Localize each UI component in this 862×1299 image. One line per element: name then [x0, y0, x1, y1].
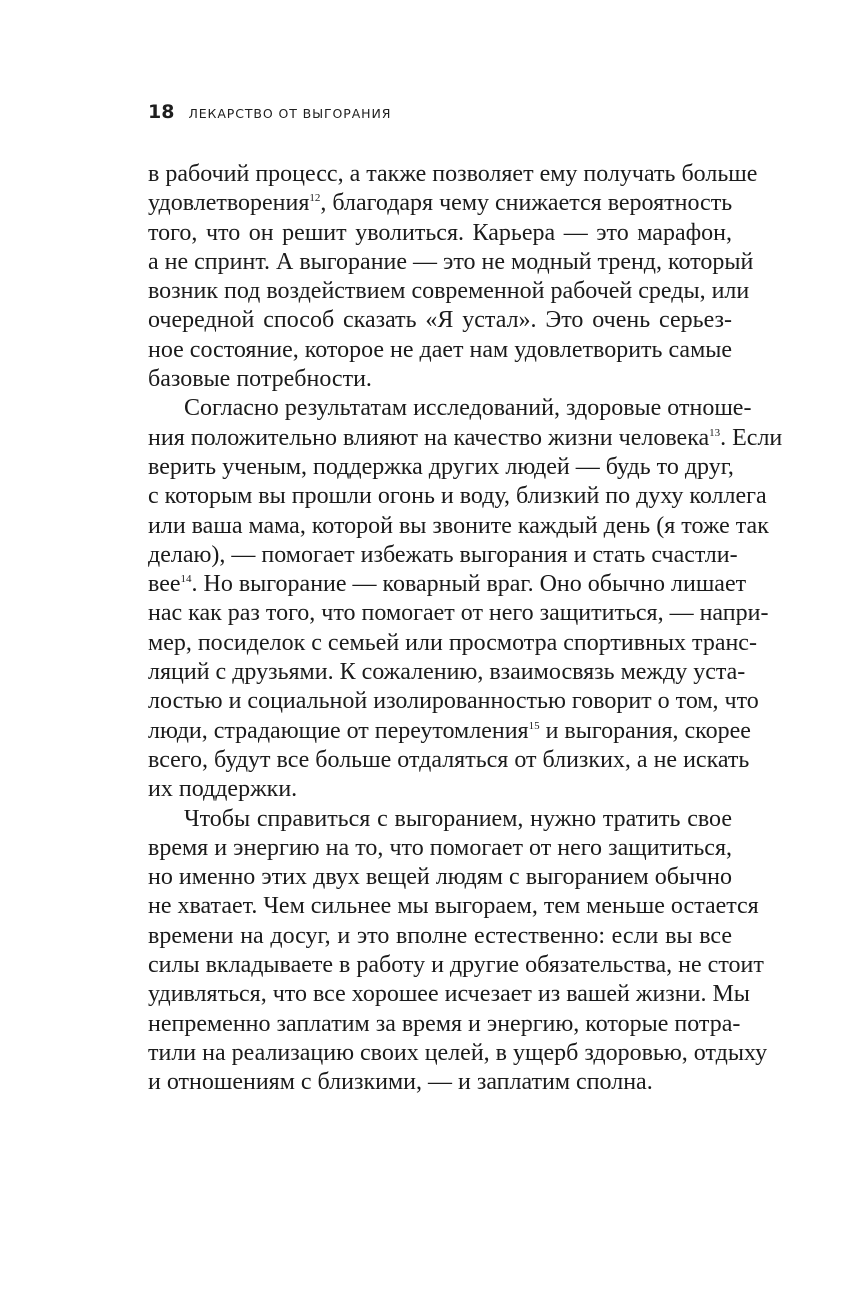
paragraph: [148, 805, 768, 1098]
footnote-ref: 12: [309, 192, 321, 205]
body-text: [148, 160, 783, 1098]
text-segment: и выгорания, скорее: [539, 717, 751, 744]
text-segment: удивляться, что все хорошее исчезает из вашей жизни. Мы: [148, 981, 750, 1008]
text-segment: ное состояние, которое не дает нам удовлетворить самые: [148, 336, 733, 363]
text-line: [148, 863, 732, 892]
text-segment: люди, страдающие от переутомления: [148, 717, 529, 744]
text-segment: с которым вы прошли огонь и воду, близкий по духу коллега: [148, 483, 767, 510]
text-segment: ния положительно влияют на качество жизни человека: [148, 424, 710, 451]
text-line: [148, 248, 754, 277]
text-segment: делаю), — помогает избежать выгорания и стать счастли-: [148, 541, 738, 568]
text-line: [148, 658, 746, 687]
text-segment: нас как раз того, что помогает от него защититься, — напри-: [148, 600, 769, 627]
text-line: [148, 922, 732, 951]
text-line: [148, 219, 732, 248]
text-segment: того, что он решит уволиться. Карьера — это марафон,: [148, 219, 732, 246]
text-line: [148, 717, 751, 746]
text-segment: всего, будут все больше отдаляться от близких, а не искать: [148, 746, 750, 773]
text-segment: лостью и социальной изолированностью говорит о том, что: [148, 688, 759, 715]
text-line: [148, 1039, 768, 1068]
text-segment: верить ученым, поддержка других людей — будь то друг,: [148, 453, 734, 480]
text-segment: , благодаря чему снижается вероятность: [320, 190, 733, 217]
text-segment: Согласно результатам исследований, здоровые отноше-: [184, 395, 752, 422]
text-segment: в рабочий процесс, а также позволяет ему получать больше: [148, 161, 758, 187]
text-line: [148, 746, 750, 775]
text-segment: их поддержки.: [148, 776, 298, 803]
text-line: [148, 306, 732, 335]
footnote-ref: 13: [709, 426, 721, 439]
text-segment: вее: [148, 571, 181, 598]
text-segment: или ваша мама, которой вы звоните каждый день (я тоже так: [148, 512, 769, 539]
text-line: [148, 687, 759, 716]
text-line: [148, 980, 750, 1009]
text-segment: . Но выгорание — коварный враг. Оно обычно лишает: [191, 571, 747, 598]
text-segment: непременно заплатим за время и энергию, которые потра-: [148, 1010, 741, 1037]
text-line: [148, 1068, 732, 1097]
text-line: [148, 805, 732, 834]
text-segment: Чтобы справиться с выгоранием, нужно тратить свое: [184, 805, 732, 832]
paragraph: [148, 160, 758, 394]
text-line: [148, 160, 758, 189]
text-line: [148, 424, 783, 453]
text-line: [148, 570, 747, 599]
footnote-ref: 14: [180, 573, 192, 586]
text-segment: но именно этих двух вещей людям с выгоранием обычно: [148, 864, 732, 891]
text-line: [148, 365, 732, 394]
text-line: [148, 892, 759, 921]
text-line: [148, 189, 732, 218]
text-segment: базовые потребности.: [148, 366, 372, 393]
text-line: [148, 629, 757, 658]
text-line: [148, 336, 732, 365]
text-segment: тили на реализацию своих целей, в ущерб здоровью, отдыху: [148, 1039, 768, 1066]
text-line: [148, 394, 752, 423]
text-segment: силы вкладываете в работу и другие обязательства, не стоит: [148, 952, 764, 979]
text-segment: удовлетворения: [148, 190, 310, 217]
text-segment: времени на досуг, и это вполне естественно: если вы все: [148, 922, 732, 949]
text-line: [148, 453, 732, 482]
text-segment: . Если: [720, 424, 783, 451]
running-head: [148, 101, 391, 125]
paragraph: [148, 394, 783, 804]
text-segment: время и энергию на то, что помогает от него защититься,: [148, 834, 732, 861]
page-number: 18: [148, 101, 175, 123]
text-line: [148, 775, 732, 804]
text-segment: очередной способ сказать «Я устал». Это очень серьез-: [148, 307, 732, 334]
text-line: [148, 951, 764, 980]
text-line: [148, 277, 750, 306]
text-segment: ляций с друзьями. К сожалению, взаимосвязь между уста-: [148, 659, 746, 686]
text-line: [148, 599, 769, 628]
text-line: [148, 512, 769, 541]
text-segment: возник под воздействием современной рабочей среды, или: [148, 278, 750, 305]
footnote-ref: 15: [528, 719, 540, 732]
text-segment: не хватает. Чем сильнее мы выгораем, тем меньше остается: [148, 893, 759, 920]
text-segment: а не спринт. А выгорание — это не модный тренд, который: [148, 248, 754, 275]
book-title: ЛЕКАРСТВО ОТ ВЫГОРАНИЯ: [188, 106, 392, 121]
text-line: [148, 541, 738, 570]
text-segment: мер, посиделок с семьей или просмотра спортивных транс-: [148, 629, 757, 656]
text-segment: и отношениям с близкими, — и заплатим сполна.: [148, 1069, 653, 1096]
text-line: [148, 1010, 741, 1039]
text-line: [148, 482, 767, 511]
text-line: [148, 834, 732, 863]
